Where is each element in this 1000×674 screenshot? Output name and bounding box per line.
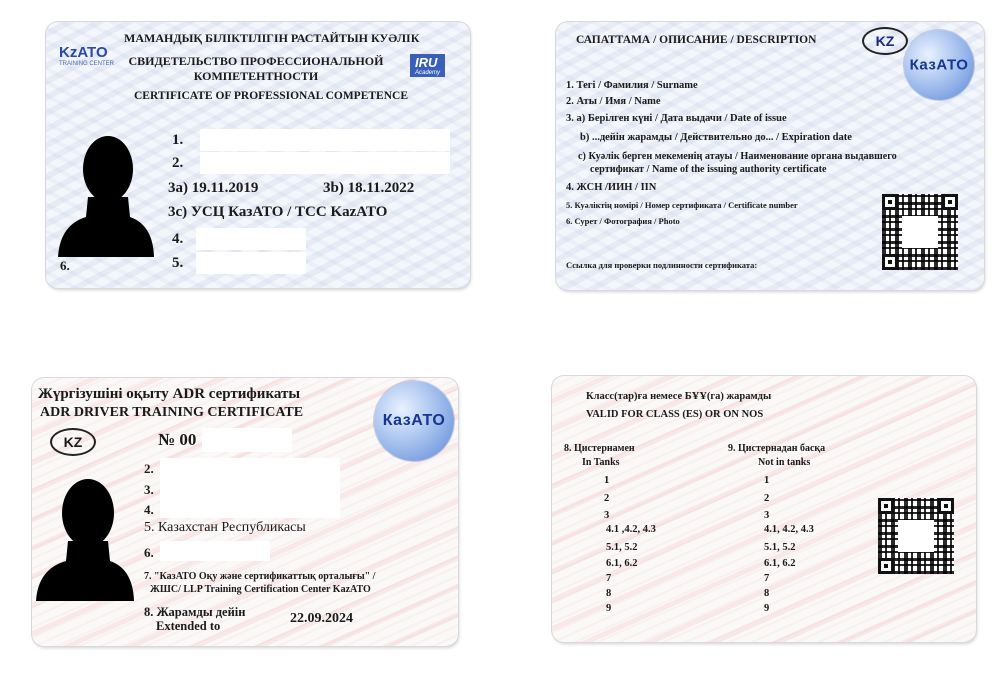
adr-field-3: 3. — [144, 482, 154, 497]
not-tanks-class-6: 6.1, 6.2 — [764, 558, 796, 569]
cpc-title-ru-1: СВИДЕТЕЛЬСТВО ПРОФЕССИОНАЛЬНОЙ — [128, 54, 384, 68]
cpc-card-front — [46, 22, 470, 288]
cpc-title-kz: МАМАНДЫҚ БІЛІКТІЛІГІН РАСТАЙТЫН КУӘЛІК — [124, 31, 420, 45]
verification-qr-code — [882, 194, 958, 270]
redaction-box — [160, 478, 340, 498]
iru-logo-subtext: Academy — [415, 70, 441, 76]
redaction-box — [200, 129, 450, 151]
holder-photo-silhouette — [36, 471, 134, 601]
cpc-field-1: 1. — [172, 132, 184, 148]
not-tanks-class-3: 3 — [764, 510, 770, 521]
cpc-back-line-4: 4. ЖСН /ИИН / IIN — [566, 182, 657, 193]
kz-country-badge — [862, 27, 908, 55]
kazato-logo-text: KzATO — [59, 44, 108, 61]
redaction-box — [160, 458, 340, 478]
not-tanks-class-4: 4.1, 4.2, 4.3 — [764, 524, 814, 535]
tanks-class-8: 8 — [606, 588, 612, 599]
tanks-class-1: 1 — [604, 475, 610, 486]
iru-logo-text: IRU — [415, 55, 438, 70]
adr-field-7-line-2: ЖШС/ LLP Training Certification Center KazATO — [150, 584, 371, 595]
iru-logo — [410, 54, 445, 77]
qr-redaction — [902, 216, 938, 248]
cpc-back-header: САПАТТАМА / ОПИСАНИЕ / DESCRIPTION — [576, 34, 817, 46]
not-tanks-class-7: 7 — [764, 573, 770, 584]
adr-back-header-kz: Класс(тар)ға немесе БҰҰ(га) жарамды — [586, 391, 772, 402]
cpc-title-ru-2: КОМПЕТЕНТНОСТИ — [193, 69, 319, 83]
tanks-class-4: 4.1 ,4.2, 4.3 — [606, 524, 656, 535]
kz-badge-text: KZ — [875, 33, 895, 49]
tanks-column-subtitle: In Tanks — [582, 457, 620, 468]
not-tanks-class-9: 9 — [764, 603, 770, 614]
kazato-hologram — [904, 30, 974, 100]
cpc-field-4: 4. — [172, 231, 184, 247]
cpc-field-5: 5. — [172, 255, 184, 271]
cpc-back-line-5: 5. Куәліктің номірі / Номер сертификата / Certificate number — [566, 200, 798, 210]
kz-country-badge — [50, 428, 96, 456]
adr-certificate-number: № 00 — [158, 430, 197, 449]
qr-finder-pattern — [878, 558, 894, 574]
not-tanks-column-subtitle: Not in tanks — [758, 457, 811, 468]
cpc-card-back — [556, 22, 984, 290]
cpc-field-2: 2. — [172, 155, 184, 171]
adr-field-4: 4. — [144, 502, 154, 517]
qr-finder-pattern — [942, 194, 958, 210]
qr-finder-pattern — [938, 498, 954, 514]
hologram-text: КазАТО — [909, 56, 969, 74]
redaction-box — [196, 252, 306, 274]
cpc-back-line-3c-1: c) Куәлік берген мекеменің атауы / Наименование органа выдавшего — [578, 151, 897, 162]
kazato-logo-subtext: TRAINING CENTER — [59, 61, 115, 67]
kz-badge-text: KZ — [63, 434, 83, 450]
tanks-class-9: 9 — [606, 603, 612, 614]
not-tanks-column-title: 9. Цистернадан басқа — [728, 443, 826, 454]
not-tanks-class-5: 5.1, 5.2 — [764, 542, 796, 553]
adr-field-8-label-en: Extended to — [156, 619, 221, 633]
adr-field-2: 2. — [144, 461, 154, 476]
adr-back-header-en: VALID FOR CLASS (ES) OR ON NOS — [586, 409, 764, 420]
qr-finder-pattern — [878, 498, 894, 514]
redaction-box — [196, 228, 306, 250]
holder-photo-silhouette — [58, 129, 154, 257]
adr-title-en: ADR DRIVER TRAINING CERTIFICATE — [40, 405, 304, 420]
cpc-field-3c: 3c) УСЦ КазАТО / ТСС KazATO — [168, 204, 388, 220]
not-tanks-class-2: 2 — [764, 493, 770, 504]
cpc-back-line-1: 1. Тегі / Фамилия / Surname — [566, 80, 698, 91]
cpc-back-line-3c-2: сертификат / Name of the issuing authority certificate — [590, 164, 827, 175]
adr-title-kz: Жүргізушіні оқыту ADR сертификаты — [38, 386, 301, 402]
adr-field-8-label-kz: 8. Жарамды дейін — [144, 605, 246, 619]
redaction-box — [160, 541, 270, 561]
adr-field-7-line-1: 7. "КазАТО Оқу және сертификаттық орталығы" / — [144, 571, 376, 582]
cpc-back-line-6: 6. Сурет / Фотография / Photo — [566, 216, 680, 226]
cpc-back-line-3a: 3. a) Берілген күні / Дата выдачи / Date of issue — [566, 113, 787, 124]
verification-qr-code — [878, 498, 954, 574]
cpc-back-line-2: 2. Аты / Имя / Name — [566, 96, 661, 107]
adr-card-back — [552, 376, 976, 642]
redaction-box — [200, 152, 450, 174]
qr-finder-pattern — [882, 254, 898, 270]
cpc-field-3b: 3b) 18.11.2022 — [323, 180, 415, 196]
adr-card-front — [32, 378, 458, 646]
hologram-text: КазАТО — [382, 412, 446, 429]
qr-redaction — [898, 520, 934, 552]
adr-field-5: 5. Казахстан Республикасы — [144, 520, 306, 535]
tanks-class-3: 3 — [604, 510, 610, 521]
tanks-class-7: 7 — [606, 573, 612, 584]
redaction-box — [202, 428, 292, 452]
tanks-column-title: 8. Цистернамен — [564, 443, 635, 454]
adr-field-6: 6. — [144, 545, 154, 560]
redaction-box — [160, 498, 340, 518]
not-tanks-class-8: 8 — [764, 588, 770, 599]
tanks-class-6: 6.1, 6.2 — [606, 558, 638, 569]
cpc-field-6: 6. — [60, 258, 70, 273]
tanks-class-5: 5.1, 5.2 — [606, 542, 638, 553]
cpc-field-3a: 3a) 19.11.2019 — [168, 180, 259, 196]
adr-extended-date: 22.09.2024 — [290, 611, 353, 626]
cpc-verify-link-label: Ссылка для проверки подлинности сертификата: — [566, 260, 758, 270]
tanks-class-2: 2 — [604, 493, 610, 504]
cpc-title-en: CERTIFICATE OF PROFESSIONAL COMPETENCE — [133, 90, 409, 102]
kazato-hologram — [374, 381, 454, 461]
not-tanks-class-1: 1 — [764, 475, 770, 486]
qr-finder-pattern — [882, 194, 898, 210]
cpc-back-line-3b: b) ...дейін жарамды / Действительно до... / Expiration date — [580, 132, 852, 143]
